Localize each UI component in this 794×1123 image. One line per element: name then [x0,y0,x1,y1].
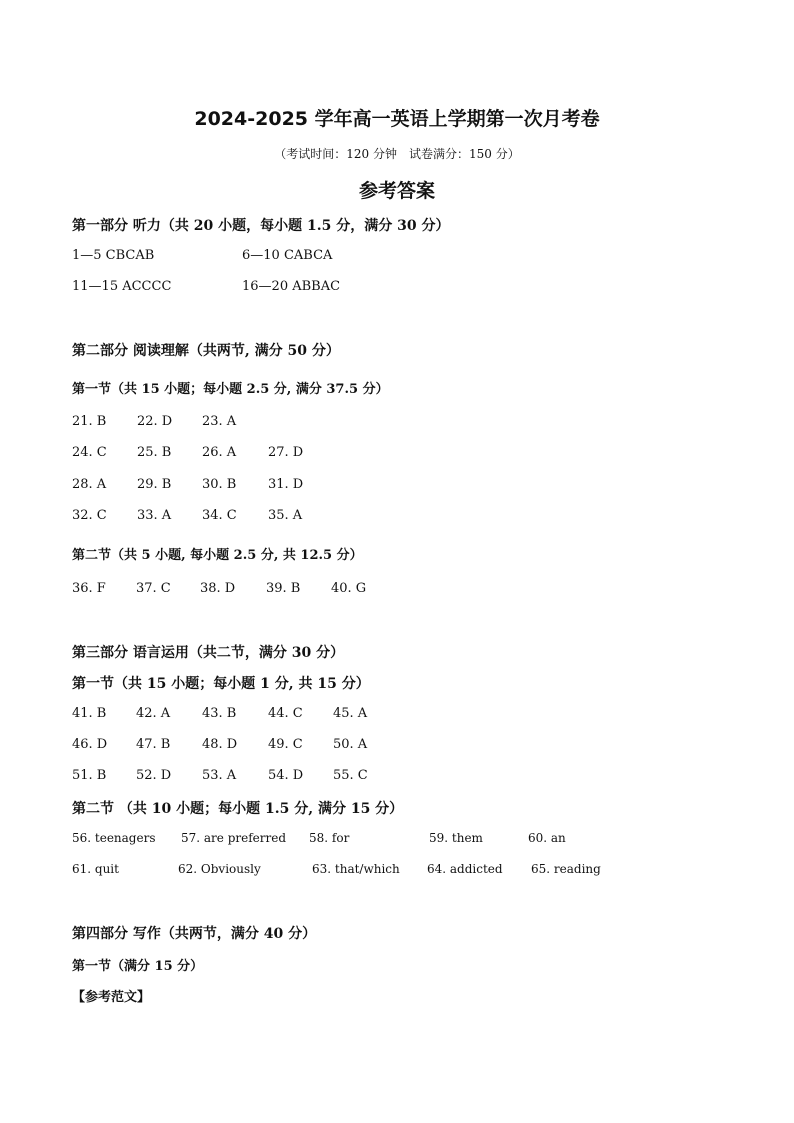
answer-item: 56. teenagers [72,831,156,845]
answer-item: 27. D [268,445,304,460]
answer-item: 28. A [72,477,107,492]
exam-subtitle: （考试时间：120 分钟 试卷满分：150 分） [274,147,520,161]
part1-heading: 第一部分 听力（共 20 小题，每小题 1.5 分，满分 30 分） [72,218,450,234]
answer-item: 25. B [137,445,172,460]
answer-item: 6—10 CABCA [242,248,333,263]
answer-item: 50. A [333,737,368,752]
answer-item: 30. B [202,477,237,492]
answer-item: 39. B [266,581,301,596]
answer-item: 46. D [72,737,108,752]
answer-item: 23. A [202,414,237,429]
answer-item: 53. A [202,768,237,783]
answer-item: 31. D [268,477,304,492]
answer-item: 32. C [72,508,107,523]
answer-item: 41. B [72,706,107,721]
answer-item: 64. addicted [427,862,503,876]
answer-item: 55. C [333,768,368,783]
answer-item: 36. F [72,581,106,596]
answer-item: 63. that/which [312,862,400,876]
answer-item: 1—5 CBCAB [72,248,155,263]
part2-heading: 第二部分 阅读理解（共两节, 满分 50 分） [72,343,340,359]
answer-item: 57. are preferred [181,831,287,845]
answer-item: 11—15 ACCCC [72,279,172,294]
answer-item: 49. C [268,737,303,752]
answer-item: 43. B [202,706,237,721]
answer-item: 52. D [136,768,172,783]
answer-item: 16—20 ABBAC [242,279,341,294]
exam-title: 2024-2025 学年高一英语上学期第一次月考卷 [194,108,600,130]
answer-item: 21. B [72,414,107,429]
answer-item: 35. A [268,508,303,523]
answer-item: 45. A [333,706,368,721]
answer-item: 34. C [202,508,237,523]
answer-item: 40. G [331,581,367,596]
part2-section2-heading: 第二节（共 5 小题, 每小题 2.5 分, 共 12.5 分） [72,548,363,563]
answer-item: 48. D [202,737,238,752]
answer-item: 24. C [72,445,107,460]
answer-item: 47. B [136,737,171,752]
part4-heading: 第四部分 写作（共两节，满分 40 分） [72,926,317,942]
answer-item: 38. D [200,581,236,596]
answer-item: 65. reading [531,862,601,876]
part3-heading: 第三部分 语言运用（共二节，满分 30 分） [72,645,345,661]
answer-item: 51. B [72,768,107,783]
answer-item: 42. A [136,706,171,721]
answer-item: 54. D [268,768,304,783]
part3-section1-heading: 第一节（共 15 小题；每小题 1 分, 共 15 分） [72,676,370,692]
answers-title: 参考答案 [358,180,435,202]
answer-item: 29. B [137,477,172,492]
answer-item: 59. them [429,831,483,845]
part2-section1-heading: 第一节（共 15 小题；每小题 2.5 分, 满分 37.5 分） [72,382,389,397]
answer-item: 58. for [309,831,350,845]
answer-item: 44. C [268,706,303,721]
answer-item: 62. Obviously [178,862,261,876]
answer-item: 61. quit [72,862,119,876]
answer-item: 26. A [202,445,237,460]
answer-item: 33. A [137,508,172,523]
answer-item: 22. D [137,414,173,429]
part3-section2-heading: 第二节 （共 10 小题；每小题 1.5 分, 满分 15 分） [72,801,404,817]
answer-item: 60. an [528,831,566,845]
sample-essay-label: 【参考范文】 [72,990,151,1005]
answer-item: 37. C [136,581,171,596]
part4-section1-heading: 第一节（满分 15 分） [72,959,204,974]
